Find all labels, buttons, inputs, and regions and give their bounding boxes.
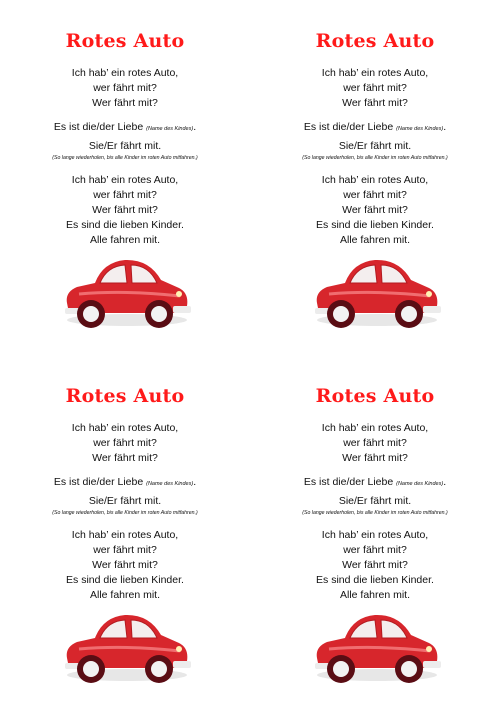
liebe-line: Es ist die/der Liebe (Name des Kindes). — [303, 121, 447, 133]
faehrt-line — [250, 494, 500, 517]
verse-one — [250, 66, 500, 111]
red-car-icon — [305, 605, 445, 687]
name-hint: (Name des Kindes) — [146, 126, 194, 132]
verse-line: Wer fährt mit? — [92, 559, 158, 571]
liebe-text: Es ist die/der Liebe — [303, 121, 394, 133]
verse-line: Es sind die lieben Kinder. — [66, 574, 184, 586]
verse-line: wer fährt mit? — [343, 189, 407, 201]
verse-two — [0, 173, 250, 248]
repeat-note: (So lange wiederholen, bis alle Kinder im roten Auto mitfahren.) — [302, 510, 448, 516]
liebe-text: Es ist die/der Liebe — [53, 121, 144, 133]
verse-line: wer fährt mit? — [343, 544, 407, 556]
verse-line: Ich hab’ ein rotes Auto, — [321, 174, 429, 186]
name-hint: (Name des Kindes) — [396, 126, 444, 132]
verse-line: Ich hab’ ein rotes Auto, — [71, 529, 179, 541]
verse-line: Ich hab’ ein rotes Auto, — [321, 422, 429, 434]
verse-line: Wer fährt mit? — [342, 452, 408, 464]
verse-one — [0, 66, 250, 111]
verse-two — [250, 173, 500, 248]
card-bottom-left — [0, 355, 250, 710]
card-title: Rotes Auto — [315, 30, 435, 52]
verse-line: Wer fährt mit? — [342, 559, 408, 571]
verse-one — [250, 421, 500, 466]
repeat-note: (So lange wiederholen, bis alle Kinder im roten Auto mitfahren.) — [302, 155, 448, 161]
verse-line: Ich hab’ ein rotes Auto, — [71, 174, 179, 186]
name-hint: (Name des Kindes) — [146, 481, 194, 487]
card-top-left — [0, 0, 250, 355]
faehrt-line — [250, 139, 500, 162]
red-car-icon — [55, 250, 195, 332]
verse-line: Alle fahren mit. — [339, 589, 411, 601]
verse-two — [250, 528, 500, 603]
verse-line: Es sind die lieben Kinder. — [316, 219, 434, 231]
faehrt-line — [0, 139, 250, 162]
verse-line: Alle fahren mit. — [339, 234, 411, 246]
verse-line: Wer fährt mit? — [342, 204, 408, 216]
liebe-line: Es ist die/der Liebe (Name des Kindes). — [303, 476, 447, 488]
verse-line: wer fährt mit? — [93, 437, 157, 449]
verse-two — [0, 528, 250, 603]
verse-line: Wer fährt mit? — [92, 97, 158, 109]
verse-line: Es sind die lieben Kinder. — [66, 219, 184, 231]
verse-line: Ich hab’ ein rotes Auto, — [71, 67, 179, 79]
verse-line: Ich hab’ ein rotes Auto, — [71, 422, 179, 434]
repeat-note: (So lange wiederholen, bis alle Kinder im roten Auto mitfahren.) — [52, 510, 198, 516]
verse-line: wer fährt mit? — [93, 544, 157, 556]
card-bottom-right — [250, 355, 500, 710]
verse-line: wer fährt mit? — [93, 189, 157, 201]
verse-one — [0, 421, 250, 466]
card-title: Rotes Auto — [65, 385, 185, 407]
verse-line: Wer fährt mit? — [92, 204, 158, 216]
liebe-text: Es ist die/der Liebe — [303, 476, 394, 488]
liebe-text: Es ist die/der Liebe — [53, 476, 144, 488]
liebe-line: Es ist die/der Liebe (Name des Kindes). — [53, 121, 197, 133]
name-hint: (Name des Kindes) — [396, 481, 444, 487]
repeat-note: (So lange wiederholen, bis alle Kinder im roten Auto mitfahren.) — [52, 155, 198, 161]
faehrt-text: Sie/Er fährt mit. — [88, 140, 162, 152]
verse-line: Ich hab’ ein rotes Auto, — [321, 529, 429, 541]
verse-line: Wer fährt mit? — [92, 452, 158, 464]
faehrt-text: Sie/Er fährt mit. — [338, 495, 412, 507]
faehrt-text: Sie/Er fährt mit. — [338, 140, 412, 152]
liebe-line: Es ist die/der Liebe (Name des Kindes). — [53, 476, 197, 488]
verse-line: Ich hab’ ein rotes Auto, — [321, 67, 429, 79]
card-title: Rotes Auto — [315, 385, 435, 407]
red-car-icon — [55, 605, 195, 687]
card-title: Rotes Auto — [65, 30, 185, 52]
verse-line: wer fährt mit? — [343, 437, 407, 449]
verse-line: Alle fahren mit. — [89, 589, 161, 601]
verse-line: wer fährt mit? — [343, 82, 407, 94]
faehrt-line — [0, 494, 250, 517]
red-car-icon — [305, 250, 445, 332]
card-top-right — [250, 0, 500, 355]
verse-line: Es sind die lieben Kinder. — [316, 574, 434, 586]
verse-line: Wer fährt mit? — [342, 97, 408, 109]
verse-line: Alle fahren mit. — [89, 234, 161, 246]
faehrt-text: Sie/Er fährt mit. — [88, 495, 162, 507]
verse-line: wer fährt mit? — [93, 82, 157, 94]
